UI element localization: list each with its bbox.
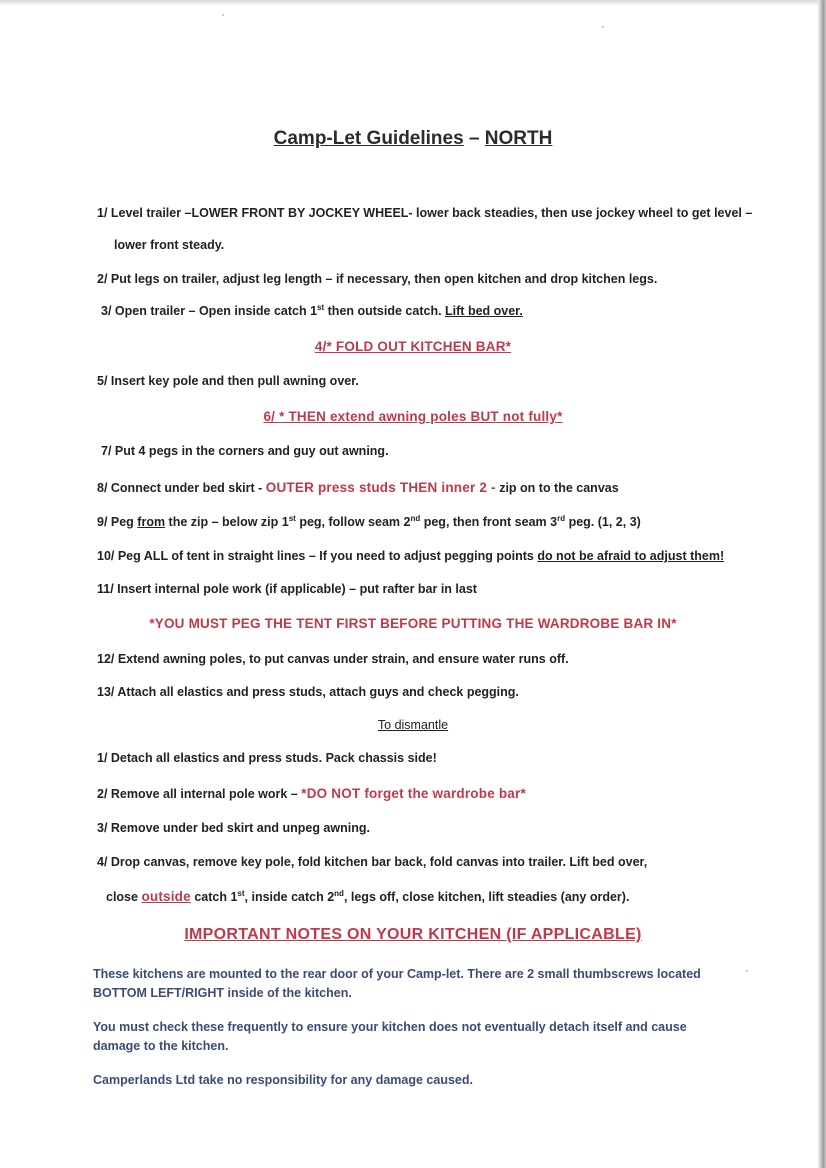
step-3 bbox=[101, 304, 523, 318]
step-11: 11/ Insert internal pole work (if applicable) – put rafter bar in last bbox=[97, 582, 477, 596]
step-5: 5/ Insert key pole and then pull awning over. bbox=[97, 374, 359, 388]
ordinal-sup: st bbox=[237, 888, 245, 898]
title-main: Camp-Let Guidelines bbox=[273, 128, 464, 149]
step-9 bbox=[97, 515, 641, 529]
step-4-highlight: 4/* FOLD OUT KITCHEN BAR* bbox=[314, 339, 512, 354]
step-9-text-b: the zip – below zip 1 bbox=[165, 515, 289, 529]
step-1-cont: lower front steady. bbox=[114, 238, 225, 252]
step-10-text: 10/ Peg ALL of tent in straight lines – If you need to adjust pegging points bbox=[97, 549, 538, 563]
title-dash: – bbox=[463, 128, 485, 149]
scan-speck bbox=[222, 14, 224, 16]
kitchen-notes-heading: IMPORTANT NOTES ON YOUR KITCHEN (IF APPLICABLE) bbox=[184, 926, 642, 943]
dismantle-step-4-text-mid2: , inside catch 2 bbox=[244, 890, 335, 904]
kitchen-note-2: You must check these frequently to ensure your kitchen does not eventually detach itself and cause damage to the kitchen. bbox=[93, 1020, 687, 1053]
scan-edge-right bbox=[818, 0, 826, 1168]
kitchen-note-3: Camperlands Ltd take no responsibility for any damage caused. bbox=[93, 1073, 473, 1087]
step-8-highlight: OUTER press studs THEN inner 2 - bbox=[265, 480, 496, 495]
ordinal-sup: rd bbox=[557, 513, 566, 523]
ordinal-sup: st bbox=[288, 513, 296, 523]
step-7: 7/ Put 4 pegs in the corners and guy out awning. bbox=[101, 444, 389, 458]
scan-speck bbox=[602, 26, 604, 28]
ordinal-sup: st bbox=[317, 302, 325, 312]
step-8-text-post: zip on to the canvas bbox=[495, 481, 619, 495]
step-3-text-mid: then outside catch. bbox=[324, 304, 446, 318]
step-9-text-d: peg, then front seam 3 bbox=[420, 515, 558, 529]
dismantle-step-4-cont bbox=[106, 889, 629, 904]
step-10 bbox=[97, 549, 724, 563]
step-1: 1/ Level trailer –LOWER FRONT BY JOCKEY WHEEL- lower back steadies, then use jockey wheel to get level – bbox=[97, 206, 753, 220]
dismantle-step-2-text: 2/ Remove all internal pole work – bbox=[97, 787, 302, 801]
title-region: NORTH bbox=[484, 128, 553, 149]
step-9-underlined: from bbox=[137, 515, 166, 529]
step-6-highlight: 6/ * THEN extend awning poles BUT not fully* bbox=[263, 409, 563, 424]
scan-speck bbox=[746, 970, 748, 972]
dismantle-step-2 bbox=[97, 786, 526, 801]
dismantle-step-2-highlight: *DO NOT forget the wardrobe bar* bbox=[301, 786, 526, 801]
ordinal-sup: nd bbox=[410, 513, 421, 523]
step-3-underlined: Lift bed over. bbox=[445, 304, 523, 318]
step-8-text: 8/ Connect under bed skirt - bbox=[97, 481, 266, 495]
wardrobe-warning: *YOU MUST PEG THE TENT FIRST BEFORE PUTTING THE WARDROBE BAR IN* bbox=[149, 616, 677, 631]
step-9-text: 9/ Peg bbox=[97, 515, 138, 529]
step-2: 2/ Put legs on trailer, adjust leg length – if necessary, then open kitchen and drop kitchen legs. bbox=[97, 272, 658, 286]
ordinal-sup: nd bbox=[334, 888, 344, 898]
step-9-text-c: peg, follow seam 2 bbox=[295, 515, 411, 529]
step-12: 12/ Extend awning poles, to put canvas under strain, and ensure water runs off. bbox=[97, 652, 569, 666]
dismantle-step-4-highlight: outside bbox=[141, 889, 191, 904]
scan-edge-top bbox=[0, 0, 826, 6]
dismantle-step-4-text-post: , legs off, close kitchen, lift steadies (any order). bbox=[343, 890, 630, 904]
step-13: 13/ Attach all elastics and press studs, attach guys and check pegging. bbox=[97, 685, 519, 699]
step-8 bbox=[97, 480, 619, 495]
kitchen-note-1: These kitchens are mounted to the rear door of your Camp-let. There are 2 small thumbscrews located BOTTOM LEFT/RIGHT inside of the kitchen. bbox=[93, 967, 701, 1000]
dismantle-step-4-text-mid: catch 1 bbox=[190, 890, 238, 904]
step-3-text: 3/ Open trailer – Open inside catch 1 bbox=[101, 304, 318, 318]
page-title bbox=[0, 128, 826, 150]
step-9-text-e: peg. (1, 2, 3) bbox=[565, 515, 641, 529]
dismantle-step-1: 1/ Detach all elastics and press studs. Pack chassis side! bbox=[97, 751, 437, 765]
dismantle-step-3: 3/ Remove under bed skirt and unpeg awning. bbox=[97, 821, 370, 835]
dismantle-step-4: 4/ Drop canvas, remove key pole, fold kitchen bar back, fold canvas into trailer. Lift bed over, bbox=[97, 855, 648, 869]
step-10-underlined: do not be afraid to adjust them! bbox=[537, 549, 725, 563]
dismantle-step-4-text: close bbox=[106, 890, 142, 904]
dismantle-heading: To dismantle bbox=[377, 718, 449, 732]
